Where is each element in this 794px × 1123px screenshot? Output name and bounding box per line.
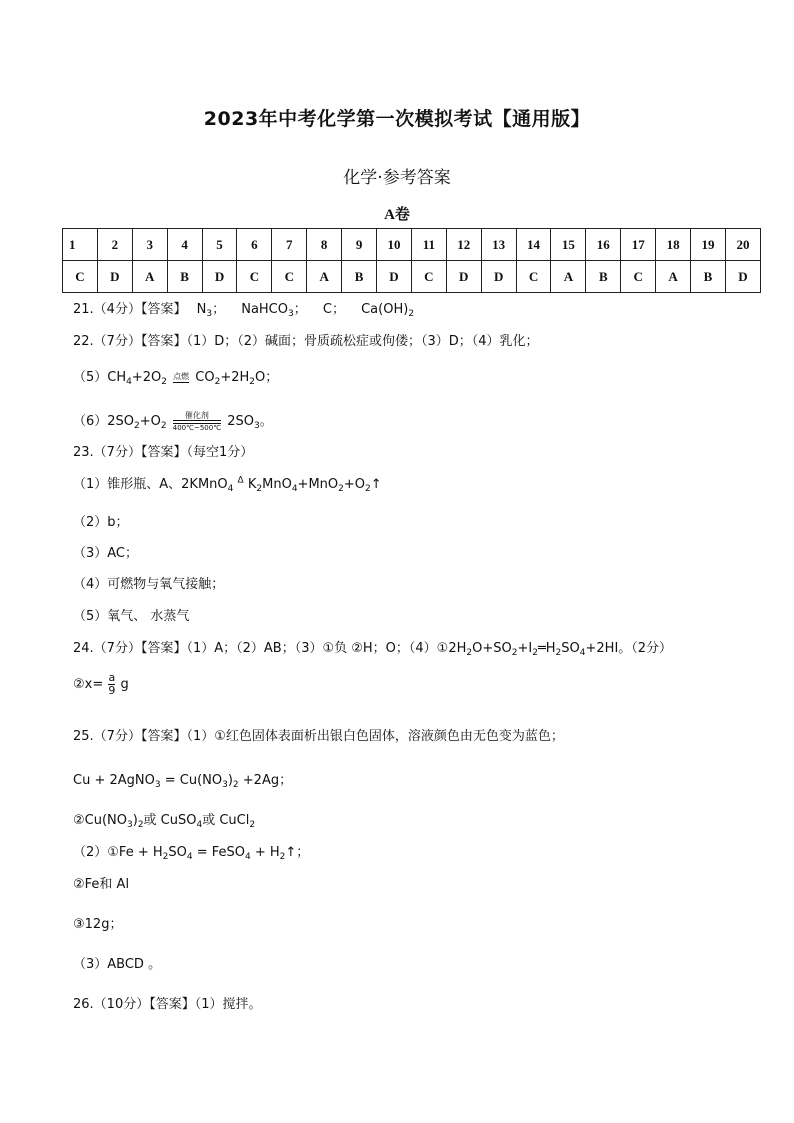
q24-line1: 24.（7分）【答案】（1）A；（2）AB；（3）①负 ②H；O；$(4)①2H_2O+SO_2+I_2═H_2SO_4+2HI$。（2分）: [73, 641, 673, 658]
reaction-condition: 催化剂 400℃~500℃: [172, 411, 222, 432]
q25-equation1: Cu + 2AgNO$_3$ = $Cu(NO_3)_2 +2Ag$；: [73, 773, 293, 790]
question-number-cell: 1: [63, 229, 98, 261]
answer-cell: A: [551, 261, 586, 293]
q21-line: 21.（4分）【答案】 $N_3$； NaHCO$_3$； C； $Ca(OH)_2$: [73, 302, 415, 319]
answer-cell: D: [446, 261, 481, 293]
question-number-cell: 4: [167, 229, 202, 261]
answer-cell: B: [342, 261, 377, 293]
question-number-cell: 14: [516, 229, 551, 261]
answer-cell: A: [656, 261, 691, 293]
answer-cell: C: [272, 261, 307, 293]
q25-line3: $②Cu(NO_3)_2$或 CuSO$_4$或 CuCl$_2$: [73, 813, 256, 830]
answer-cell: B: [691, 261, 726, 293]
answer-cell: B: [586, 261, 621, 293]
answer-cell: D: [725, 261, 760, 293]
q23-head: 23.（7分）【答案】（每空1分）: [73, 445, 254, 460]
question-number-cell: 12: [446, 229, 481, 261]
question-number-cell: 3: [132, 229, 167, 261]
q25-line5: ②Fe和 Al: [73, 877, 130, 892]
q25-line7: （3）ABCD 。: [73, 957, 162, 972]
q23-line4: （4）可燃物与氧气接触；: [73, 577, 225, 592]
page-subtitle: 化学·参考答案: [343, 168, 451, 188]
q22-line6: $(6)2SO_2+O_2$ 催化剂 400℃~500℃ $2SO_3$。: [73, 411, 273, 432]
answer-cell: D: [481, 261, 516, 293]
question-number-cell: 18: [656, 229, 691, 261]
answer-cell: C: [411, 261, 446, 293]
question-number-cell: 2: [97, 229, 132, 261]
q23-line5: （5）氧气、 水蒸气: [73, 609, 190, 624]
q22-head: 22.（7分）【答案】（1）D；（2）碱面；骨质疏松症或佝偻；（3）D；（4）乳化；: [73, 334, 539, 349]
question-number-cell: 10: [377, 229, 412, 261]
answer-cell: D: [202, 261, 237, 293]
answer-cell: D: [377, 261, 412, 293]
q24-line2: ②x= $\frac{a}{9}$ g: [73, 671, 129, 697]
question-number-row: [63, 229, 761, 261]
reaction-condition: 点燃: [173, 371, 190, 381]
q23-line3: （3）AC；: [73, 546, 139, 561]
answer-table: [62, 228, 761, 293]
answer-cell: D: [97, 261, 132, 293]
heat-symbol: Δ: [237, 475, 244, 486]
q22-line5: $(5)CH_4+2O_2$ 点燃 $CO_2+2H_2O$；: [73, 370, 279, 387]
section-heading: A卷: [384, 207, 410, 223]
question-number-cell: 15: [551, 229, 586, 261]
answer-cell: C: [621, 261, 656, 293]
question-number-cell: 5: [202, 229, 237, 261]
answer-cell: A: [307, 261, 342, 293]
q23-line1: （1）锥形瓶、A、2KMnO$_4$ $^\Delta$ $K_2MnO_4+MnO_2+O_2↑$: [73, 475, 382, 494]
answer-cell: C: [516, 261, 551, 293]
fraction: $\frac{a}{9}$: [108, 671, 116, 697]
question-number-cell: 6: [237, 229, 272, 261]
q25-line6: ③12g；: [73, 917, 123, 932]
q21-head: 21.（4分）【答案】: [73, 302, 187, 317]
q26-head: 26.（10分）【答案】（1）搅拌。: [73, 997, 262, 1012]
question-number-cell: 8: [307, 229, 342, 261]
q25-head: 25.（7分）【答案】（1）①红色固体表面析出银白色固体，溶液颜色由无色变为蓝色；: [73, 729, 564, 744]
question-number-cell: 11: [411, 229, 446, 261]
question-number-cell: 7: [272, 229, 307, 261]
answer-cell: C: [237, 261, 272, 293]
answer-cell: B: [167, 261, 202, 293]
answer-row: [63, 261, 761, 293]
q23-line2: （2）b；: [73, 515, 129, 530]
page-title: 2023年中考化学第一次模拟考试【通用版】: [203, 108, 591, 130]
question-number-cell: 19: [691, 229, 726, 261]
question-number-cell: 16: [586, 229, 621, 261]
question-number-cell: 17: [621, 229, 656, 261]
question-number-cell: 13: [481, 229, 516, 261]
question-number-cell: 9: [342, 229, 377, 261]
question-number-cell: 20: [725, 229, 760, 261]
answer-cell: A: [132, 261, 167, 293]
answer-cell: C: [63, 261, 98, 293]
q25-line4: （2）①Fe + $H_2SO_4$ = FeSO$_4$ + $H_2↑$；: [73, 845, 310, 862]
